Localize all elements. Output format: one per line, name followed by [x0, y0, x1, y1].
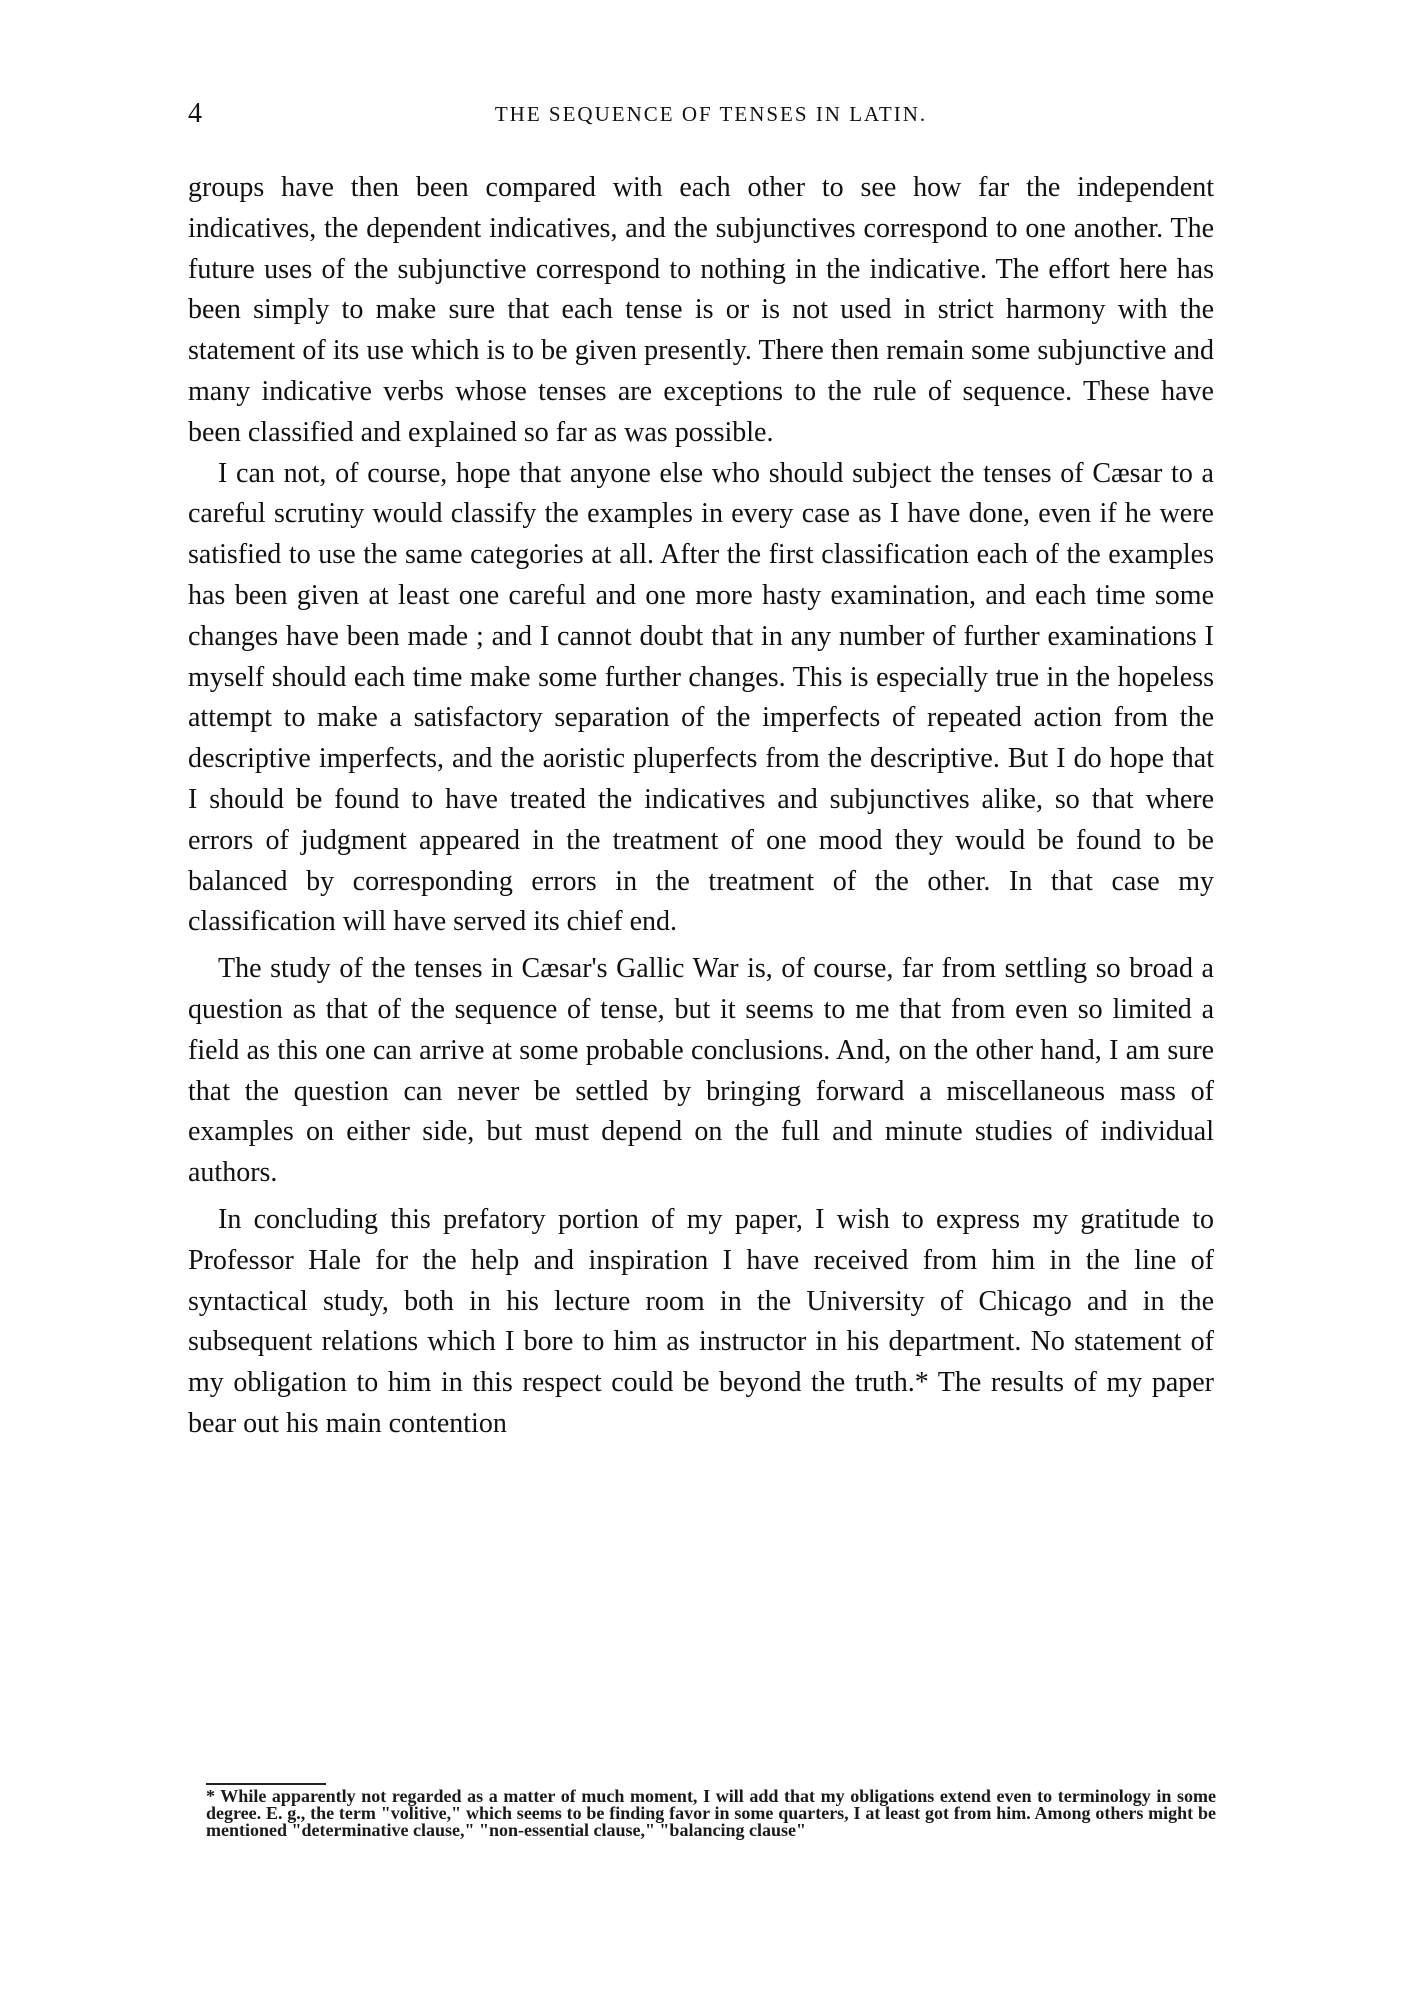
body-text	[188, 168, 1214, 1445]
footnote: * While apparently not regarded as a matter of much moment, I will add that my obligations extend even to terminology in some degree. E. g., the term "volitive," which seems to be finding favor in some quarters, I at least got from him. Among others might be mentioned "determinative clause," "non-essential clause," "balancing clause"	[206, 1786, 1216, 1840]
paragraph-4: In concluding this prefatory portion of my paper, I wish to express my gratitude to Professor Hale for the help and inspiration I have received from him in the line of syntactical study, both in his lecture room in the University of Chicago and in the subsequent relations which I bore to him as instructor in his department. No statement of my obligation to him in this respect could be beyond the truth.* The results of my paper bear out his main contention	[188, 1203, 1214, 1439]
page-header	[188, 98, 1214, 138]
running-head: THE SEQUENCE OF TENSES IN LATIN.	[494, 102, 928, 126]
paragraph-3: The study of the tenses in Cæsar's Gallic War is, of course, far from settling so broad a question as that of the sequence of tense, but it seems to me that from even so limited a field as this one can arrive at some probable conclusions. And, on the other hand, I am sure that the question can never be settled by bringing forward a miscellaneous mass of examples on either side, but must depend on the full and minute studies of individual authors.	[188, 953, 1214, 1189]
page-number: 4	[188, 98, 203, 129]
footnote-divider	[206, 1783, 326, 1785]
paragraph-2: I can not, of course, hope that anyone else who should subject the tenses of Cæsar to a careful scrutiny would classify the examples in every case as I have done, even if he were satisfied to use the same categories at all. After the first classification each of the examples has been given at least one careful and one more hasty examination, and each time some changes have been made ; and I cannot doubt that in any number of further examinations I myself should each time make some further changes. This is especially true in the hopeless attempt to make a satisfactory separation of the imperfects of repeated action from the descriptive imperfects, and the aoristic pluperfects from the descriptive. But I do hope that I should be found to have treated the indicatives and subjunctives alike, so that where errors of judgment appeared in the treatment of one mood they would be found to be balanced by corresponding errors in the treatment of the other. In that case my classification will have served its chief end.	[188, 457, 1214, 938]
paragraph-1: groups have then been compared with each other to see how far the independent indicatives, the dependent indicatives, and the subjunctives correspond to one another. The future uses of the subjunctive correspond to nothing in the indicative. The effort here has been simply to make sure that each tense is or is not used in strict harmony with the statement of its use which is to be given presently. There then remain some subjunctive and many indicative verbs whose tenses are exceptions to the rule of sequence. These have been classified and explained so far as was possible.	[188, 172, 1214, 448]
